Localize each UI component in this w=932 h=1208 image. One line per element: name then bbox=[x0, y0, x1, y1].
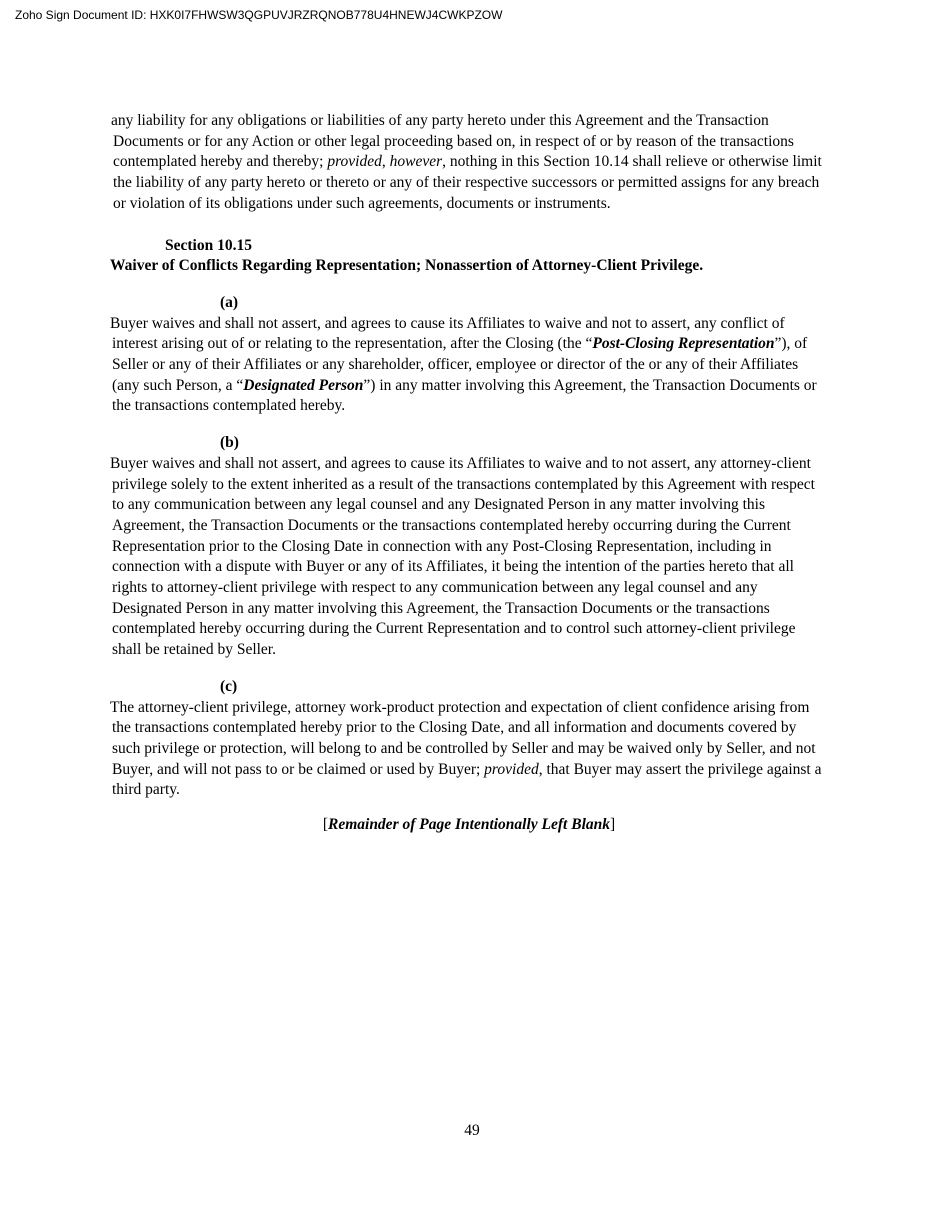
subsection-a-label: (a) bbox=[220, 293, 239, 311]
document-id-header: Zoho Sign Document ID: HXK0I7FHWSW3QGPUVJRZRQNOB778U4HNEWJ4CWKPZOW bbox=[15, 8, 503, 22]
however-italic: however bbox=[389, 153, 443, 171]
subsection-a-text-1: Buyer waives and shall not assert, and agrees to cause its Affiliates to waive and not to assert, any conflict of interest arising out of or relating to the representation, after the Closing (the “ bbox=[110, 314, 785, 353]
subsection-c-paragraph bbox=[110, 698, 827, 802]
section-title: Waiver of Conflicts Regarding Representation; Nonassertion of Attorney-Client Privilege. bbox=[110, 257, 704, 275]
subsection-a-text-3: ”) in any matter involving this Agreement, the Transaction Documents or the transactions contemplated hereby. bbox=[112, 376, 817, 415]
document-body bbox=[111, 111, 827, 836]
defined-term-post-closing: Post-Closing Representation bbox=[592, 335, 775, 353]
page-number: 49 bbox=[464, 1122, 480, 1139]
continuation-paragraph bbox=[111, 111, 827, 215]
subsection-a-text-2: ”), of Seller or any of their Affiliates or any shareholder, officer, employee or director of the or any of their Affiliates (any such Person, a “ bbox=[112, 335, 808, 394]
comma: , bbox=[381, 153, 390, 171]
continuation-text-2: , nothing in this Section 10.14 shall relieve or otherwise limit the liability of any party hereto or thereto or any of their respective successors or permitted assigns for any breach or violation of its obligations under such agreements, documents or instruments. bbox=[113, 153, 822, 212]
subsection-b-label: (b) bbox=[220, 434, 239, 452]
subsection-c-text-1: The attorney-client privilege, attorney work-product protection and expectation of client confidence arising from the transactions contemplated hereby prior to the Closing Date, and all information and documents covered by such privilege or protection, will belong to and be controlled by Seller and may be waived only by Seller, and not Buyer, and will not pass to or be claimed or used by Buyer; bbox=[110, 698, 816, 778]
section-number: Section 10.15 bbox=[165, 236, 252, 254]
subsection-c-text-2: , that Buyer may assert the privilege against a third party. bbox=[112, 760, 822, 799]
remainder-close-bracket: ] bbox=[610, 816, 616, 834]
provided-italic-c: provided bbox=[484, 760, 539, 778]
subsection-b-paragraph: Buyer waives and shall not assert, and agrees to cause its Affiliates to waive and to not assert, any attorney-client privilege solely to the extent inherited as a result of the transactions contemplated by this Agreement with respect to any communication between any legal counsel and any Designated Person in any matter involving this Agreement, the Transaction Documents or the transactions contemplated hereby occurring during the Current Representation prior to the Closing Date in connection with any Post-Closing Representation, including in connection with a dispute with Buyer or any of its Affiliates, it being the intention of the parties hereto that all rights to attorney-client privilege with respect to any communication between any legal counsel and any Designated Person in any matter involving this Agreement, the Transaction Documents or the transactions contemplated hereby occurring during the Current Representation and to control such attorney-client privilege shall be retained by Seller. bbox=[110, 454, 815, 659]
defined-term-designated-person: Designated Person bbox=[243, 376, 364, 394]
subsection-a-paragraph bbox=[110, 314, 827, 418]
continuation-text-1: any liability for any obligations or liabilities of any party hereto under this Agreement and the Transaction Documents or for any Action or other legal proceeding based on, in respect of or by reason of the transactions contemplated hereby and thereby; bbox=[111, 112, 794, 171]
remainder-open-bracket: [ bbox=[322, 816, 328, 834]
remainder-notice bbox=[111, 815, 827, 836]
subsection-c-label: (c) bbox=[220, 677, 238, 695]
remainder-text: Remainder of Page Intentionally Left Blank bbox=[327, 816, 610, 834]
provided-italic: provided bbox=[327, 153, 382, 171]
